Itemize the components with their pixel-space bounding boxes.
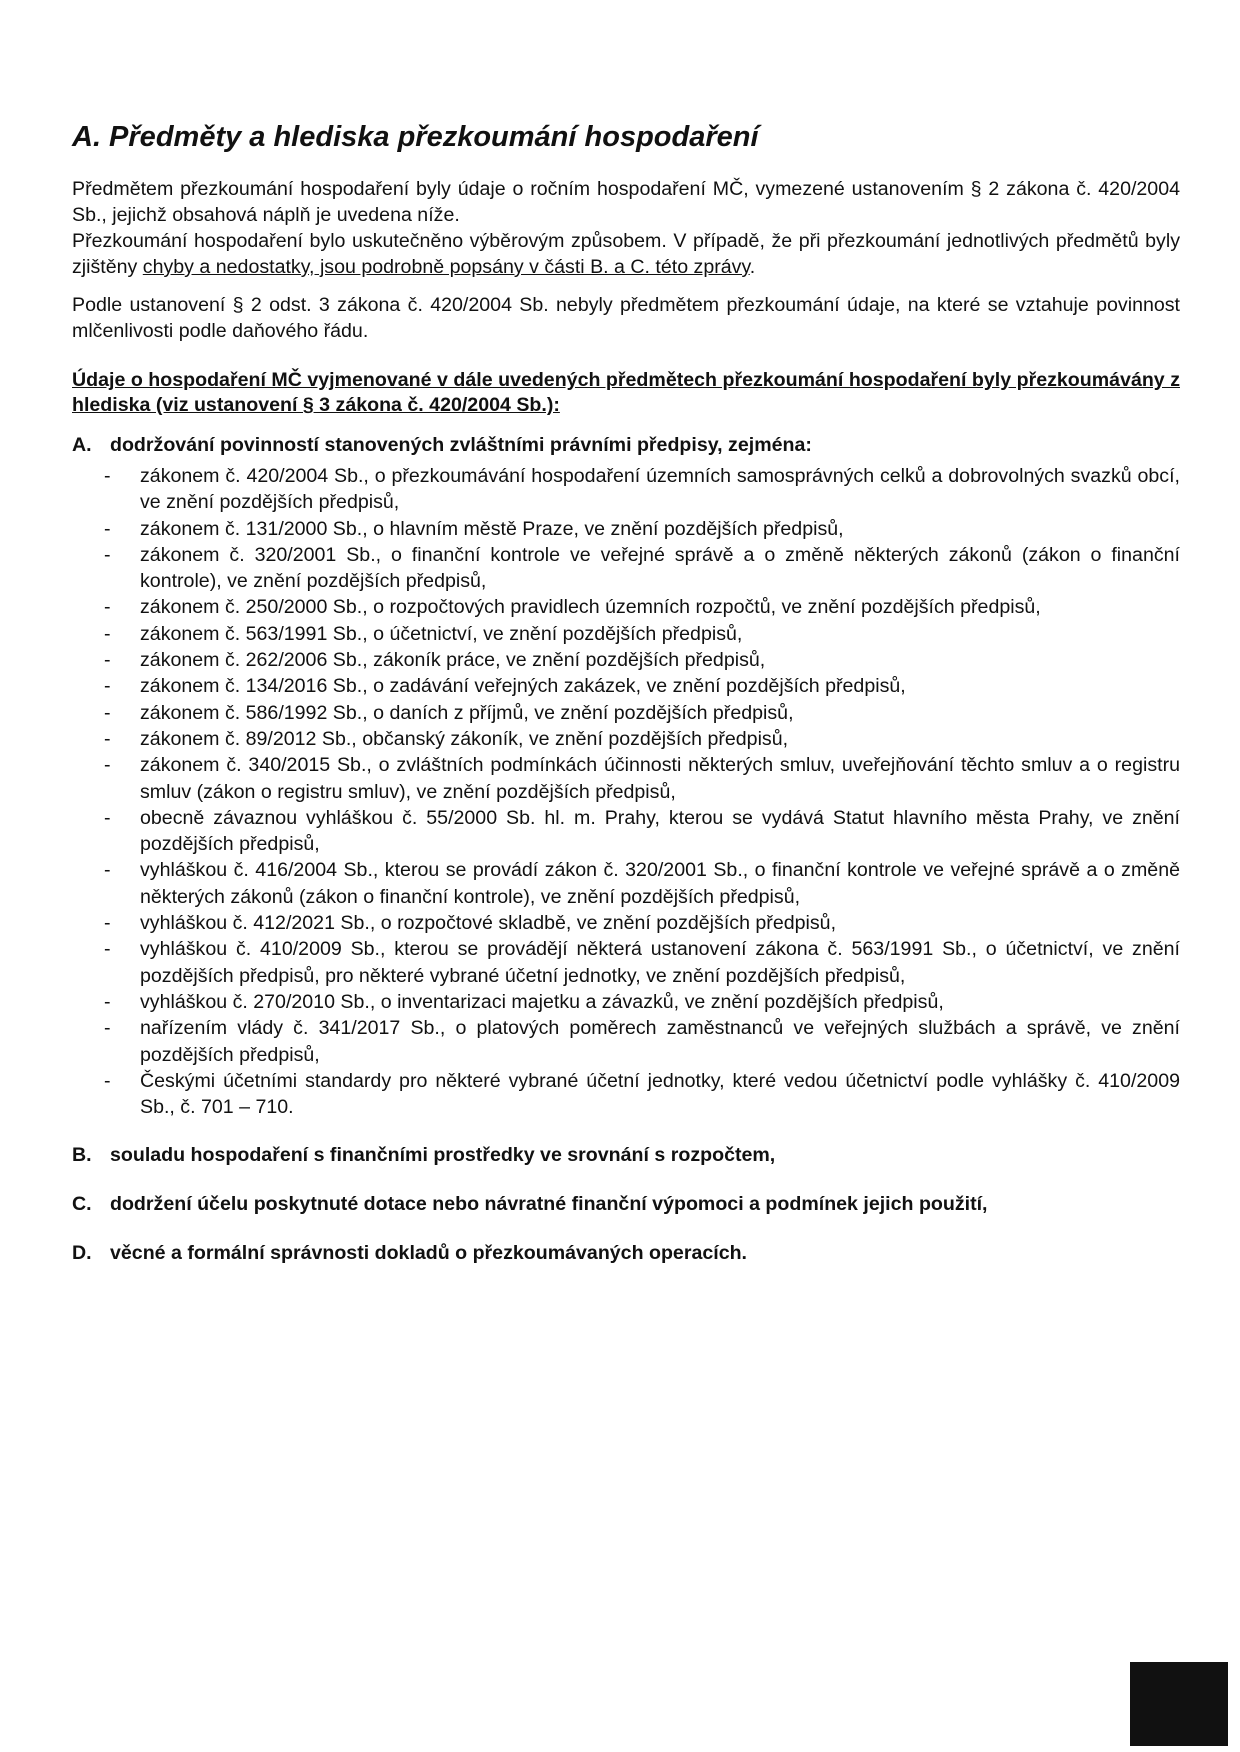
list-item (72, 542, 1180, 595)
scope-heading: Údaje o hospodaření MČ vyjmenované v dále uvedených předmětech přezkoumání hospodaření byly přezkoumávány z hlediska (viz ustanovení § 3 zákona č. 420/2004 Sb.): (72, 369, 1180, 416)
list-item-text: zákonem č. 586/1992 Sb., o daních z příjmů, ve znění pozdějších předpisů, (140, 701, 794, 724)
list-item (72, 647, 1180, 673)
list-item (72, 516, 1180, 542)
list-dash: - (104, 543, 111, 566)
list-item (72, 673, 1180, 699)
list-item-text: zákonem č. 131/2000 Sb., o hlavním městě Praze, ve znění pozdějších předpisů, (140, 517, 844, 540)
list-item-text: zákonem č. 563/1991 Sb., o účetnictví, ve znění pozdějších předpisů, (140, 622, 743, 645)
section-c (72, 1191, 1180, 1218)
list-item-text: zákonem č. 250/2000 Sb., o rozpočtových pravidlech územních rozpočtů, ve znění pozdějších předpisů, (140, 596, 1041, 619)
section-d (72, 1240, 1180, 1267)
intro-paragraph-2-underlined: chyby a nedostatky, jsou podrobně popsány v části B. a C. této zprávy (142, 256, 750, 278)
list-item (72, 989, 1180, 1015)
list-item (72, 621, 1180, 647)
laws-list (72, 463, 1180, 1120)
list-item (72, 463, 1180, 516)
section-d-letter: D. (72, 1242, 92, 1265)
section-b-letter: B. (72, 1144, 92, 1167)
list-item-text: vyhláškou č. 270/2010 Sb., o inventarizaci majetku a závazků, ve znění pozdějších předpisů, (140, 990, 944, 1013)
list-item-text: zákonem č. 420/2004 Sb., o přezkoumávání hospodaření územních samosprávných celků a dobrovolných svazků obcí, ve znění pozdějších předpisů, (140, 465, 1180, 514)
list-item-text: nařízením vlády č. 341/2017 Sb., o platových poměrech zaměstnanců ve veřejných službách a správě, ve znění pozdějších předpisů, (140, 1017, 1180, 1066)
list-item (72, 936, 1180, 989)
intro-paragraph-2 (72, 228, 1180, 280)
list-item-text: zákonem č. 89/2012 Sb., občanský zákoník, ve znění pozdějších předpisů, (140, 727, 789, 750)
section-title: A. Předměty a hlediska přezkoumání hospodaření (72, 121, 759, 153)
list-item-text: zákonem č. 320/2001 Sb., o finanční kontrole ve veřejné správě a o změně některých zákonů (zákon o finanční kontrole), ve znění pozdějších předpisů, (140, 543, 1180, 593)
list-dash: - (104, 622, 111, 645)
list-item-text: Českými účetními standardy pro některé vybrané účetní jednotky, které vedou účetnictví podle vyhlášky č. 410/2009 Sb., č. 701 – 710. (140, 1069, 1180, 1119)
list-dash: - (104, 754, 111, 777)
list-dash: - (104, 596, 111, 619)
list-dash: - (104, 701, 111, 724)
list-item-text: vyhláškou č. 410/2009 Sb., kterou se provádějí některá ustanovení zákona č. 563/1991 Sb., o účetnictví, ve znění pozdějších předpisů, pro některé vybrané účetní jednotky, ve znění pozdějších předpisů, (140, 938, 1180, 987)
section-a (72, 432, 1180, 459)
section-a-letter: A. (72, 434, 92, 456)
list-dash: - (104, 1017, 111, 1040)
list-item-text: zákonem č. 262/2006 Sb., zákoník práce, ve znění pozdějších předpisů, (140, 649, 766, 672)
list-dash: - (104, 1069, 111, 1092)
corner-black-block (1130, 1662, 1228, 1746)
list-item-text: obecně závaznou vyhláškou č. 55/2000 Sb. hl. m. Prahy, kterou se vydává Statut hlavního města Prahy, ve znění pozdějších předpisů, (140, 806, 1180, 856)
section-d-text: věcné a formální správnosti dokladů o přezkoumávaných operacích. (110, 1242, 747, 1265)
list-dash: - (104, 806, 111, 829)
section-b-text: souladu hospodaření s finančními prostředky ve srovnání s rozpočtem, (110, 1144, 776, 1167)
intro-paragraph-2-end: . (749, 256, 756, 278)
document-page (72, 120, 1180, 1267)
list-item-text: vyhláškou č. 416/2004 Sb., kterou se provádí zákon č. 320/2001 Sb., o finanční kontrole ve veřejné správě a o změně některých zákonů (zákon o finanční kontrole), ve znění pozdějších předpisů, (140, 859, 1180, 908)
list-dash: - (104, 912, 111, 935)
list-dash: - (104, 990, 111, 1013)
section-c-letter: C. (72, 1193, 92, 1216)
section-c-text: dodržení účelu poskytnuté dotace nebo návratné finanční výpomoci a podmínek jejich použití, (110, 1193, 988, 1216)
list-dash: - (104, 675, 111, 698)
list-item (72, 700, 1180, 726)
list-dash: - (104, 465, 111, 487)
list-dash: - (104, 517, 111, 540)
list-item-text: zákonem č. 340/2015 Sb., o zvláštních podmínkách účinnosti některých smluv, uveřejňování těchto smluv a o registru smluv (zákon o registru smluv), ve znění pozdějších předpisů, (140, 754, 1180, 803)
intro-paragraph-3: Podle ustanovení § 2 odst. 3 zákona č. 420/2004 Sb. nebyly předmětem přezkoumání údaje, na které se vztahuje povinnost mlčenlivosti podle daňového řádu. (72, 294, 1180, 342)
list-item (72, 726, 1180, 752)
list-item-text: vyhláškou č. 412/2021 Sb., o rozpočtové skladbě, ve znění pozdějších předpisů, (140, 912, 837, 935)
list-item (72, 594, 1180, 620)
list-dash: - (104, 727, 111, 750)
list-dash: - (104, 938, 111, 961)
list-dash: - (104, 859, 111, 882)
list-item-text: zákonem č. 134/2016 Sb., o zadávání veřejných zakázek, ve znění pozdějších předpisů, (140, 675, 906, 698)
list-item (72, 1068, 1180, 1121)
section-b (72, 1142, 1180, 1169)
list-dash: - (104, 649, 111, 672)
list-item (72, 910, 1180, 936)
section-a-text: dodržování povinností stanovených zvláštními právními předpisy, zejména: (110, 434, 812, 456)
list-item (72, 752, 1180, 805)
list-item (72, 857, 1180, 910)
list-item (72, 805, 1180, 858)
intro-paragraph-1: Předmětem přezkoumání hospodaření byly údaje o ročním hospodaření MČ, vymezené ustanovením § 2 zákona č. 420/2004 Sb., jejichž obsahová náplň je uvedena níže. (72, 178, 1180, 226)
list-item (72, 1015, 1180, 1068)
intro-paragraph-2-start: Přezkoumání hospodaření bylo uskutečněno výběrovým způsobem. V případě, že při přezkoumání jednotlivých předmětů byly zjištěny (72, 230, 1180, 278)
